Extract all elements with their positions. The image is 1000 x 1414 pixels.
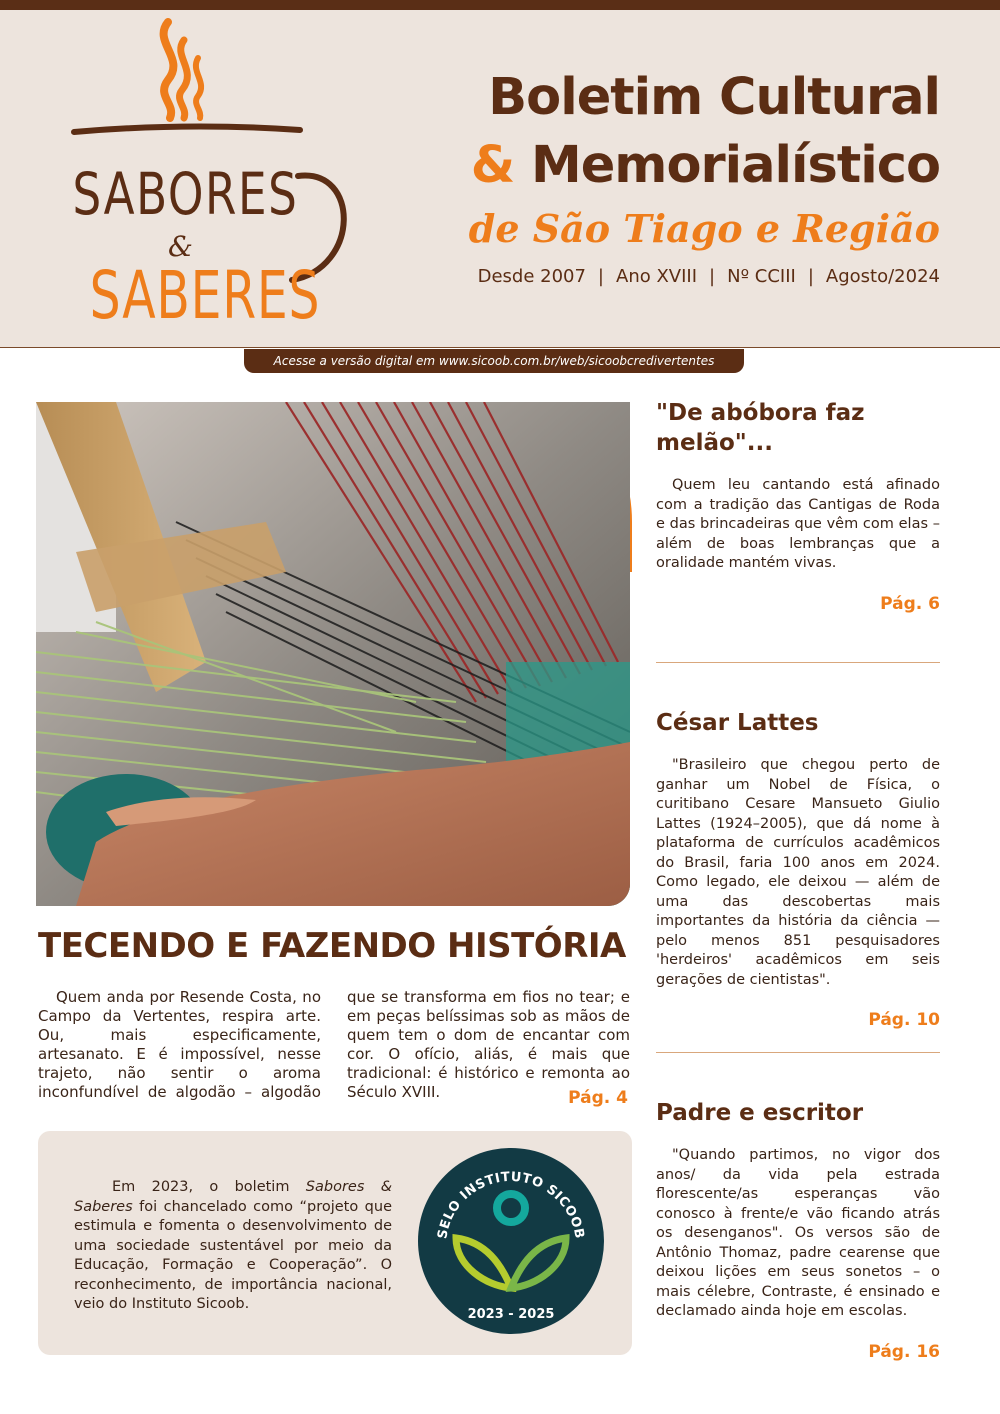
- lead-story-text: Quem anda por Resende Costa, no Campo da Vertentes, respira arte. Ou, mais especificamente, artesanato. E é impossível, nesse trajeto, não sentir o aroma inconfundível de algodão – algodão que se transforma em fios no tear; e em peças belíssimas sob as mãos de quem tem o dom de encantar com cor. O ofício, aliás, é mais que tradicional: é histórico e remonta ao Século XVIII.: [38, 988, 630, 1101]
- masthead-subtitle: de São Tiago e Região: [468, 206, 940, 251]
- sidebar-article-abobora: [656, 398, 940, 614]
- sidebar-article-title: César Lattes: [656, 710, 819, 736]
- logo-text-amp: &: [168, 230, 193, 263]
- lead-story-body: [38, 988, 630, 1102]
- sidebar-article-title: Padre e escritor: [656, 1100, 864, 1126]
- loom-illustration: [36, 402, 630, 906]
- lead-headline: TECENDO E FAZENDO HISTÓRIA: [38, 926, 626, 966]
- sidebar-divider: [656, 1052, 940, 1053]
- sidebar-article-body: Quem leu cantando está afinado com a tradição das Cantigas de Roda e das brincadeiras que vêm com elas – além de boas lembranças que a oralidade mantém vivas.: [656, 477, 940, 571]
- award-text-before: Em 2023, o boletim: [112, 1179, 306, 1195]
- loom-photo: [36, 402, 630, 906]
- sidebar-page-ref[interactable]: Pág. 6: [880, 593, 940, 614]
- issue-separator: |: [709, 266, 716, 287]
- issue-number: Nº CCIII: [727, 266, 796, 287]
- logo-text-top: SABORES: [72, 161, 299, 229]
- sidebar-article-body: "Quando partimos, no vigor dos anos/ da vida pela estrada florescente/as esperanças vão conosco à frente/e vão ficando atrás os desenganos". Os versos são de Antônio Thomaz, padre cearense que deixou lições em seus sonetos – o mais célebre, Contraste, é ensinado e declamado ainda hoje em escolas.: [656, 1147, 940, 1319]
- title-memorialistico: Memorialístico: [530, 136, 940, 195]
- logo-text-bottom: SABERES: [89, 256, 321, 334]
- issue-since: Desde 2007: [477, 266, 586, 287]
- issue-date: Agosto/2024: [825, 266, 940, 287]
- issue-separator: |: [807, 266, 814, 287]
- seal-title: SELO INSTITUTO SICOOB: [435, 1169, 587, 1241]
- award-text: [74, 1178, 392, 1315]
- seal-years: 2023 - 2025: [467, 1307, 555, 1322]
- masthead-title-line2: [471, 136, 940, 196]
- title-ampersand: &: [470, 136, 515, 195]
- sidebar-article-cesar-lattes: [656, 708, 940, 1030]
- sidebar-divider: [656, 662, 940, 663]
- sidebar-article-padre-escritor: [656, 1098, 940, 1362]
- award-text-after: foi chancelado como “projeto que estimula e fomenta o desenvolvimento de uma sociedade sustentável por meio da Educação, Formação e Cooperação”. O reconhecimento, de importância nacional, veio do Instituto Sicoob.: [74, 1198, 392, 1312]
- award-text-italic: Sabores & Saberes: [74, 1179, 392, 1215]
- selo-instituto-sicoob-seal: [416, 1146, 606, 1336]
- issue-separator: |: [597, 266, 604, 287]
- top-bar: [0, 0, 1000, 10]
- lead-page-ref[interactable]: Pág. 4: [568, 1088, 628, 1108]
- sabores-saberes-logo: [60, 18, 360, 338]
- sidebar-page-ref[interactable]: Pág. 10: [868, 1010, 940, 1030]
- sidebar-article-body: "Brasileiro que chegou perto de ganhar um Nobel de Física, o curitibano Cesare Mansueto Giulio Lattes (1924–2005), que dá nome à plataforma de currículos acadêmicos do Brasil, faria 100 anos em 2024. Como legado, ele deixou — além de uma das descobertas mais importantes da história da ciência — pelo menos 851 pesquisadores 'herdeiros' acadêmicos em seis gerações de cientistas".: [656, 757, 940, 988]
- issue-info: [478, 266, 940, 287]
- digital-version-link[interactable]: Acesse a versão digital em www.sicoob.com.br/web/sicoobcredivertentes: [244, 349, 744, 373]
- sidebar-article-title: "De abóbora faz melão"...: [656, 400, 865, 456]
- masthead-title-line1: Boletim Cultural: [488, 68, 940, 127]
- sidebar-page-ref[interactable]: Pág. 16: [868, 1341, 940, 1362]
- issue-year: Ano XVIII: [616, 266, 698, 287]
